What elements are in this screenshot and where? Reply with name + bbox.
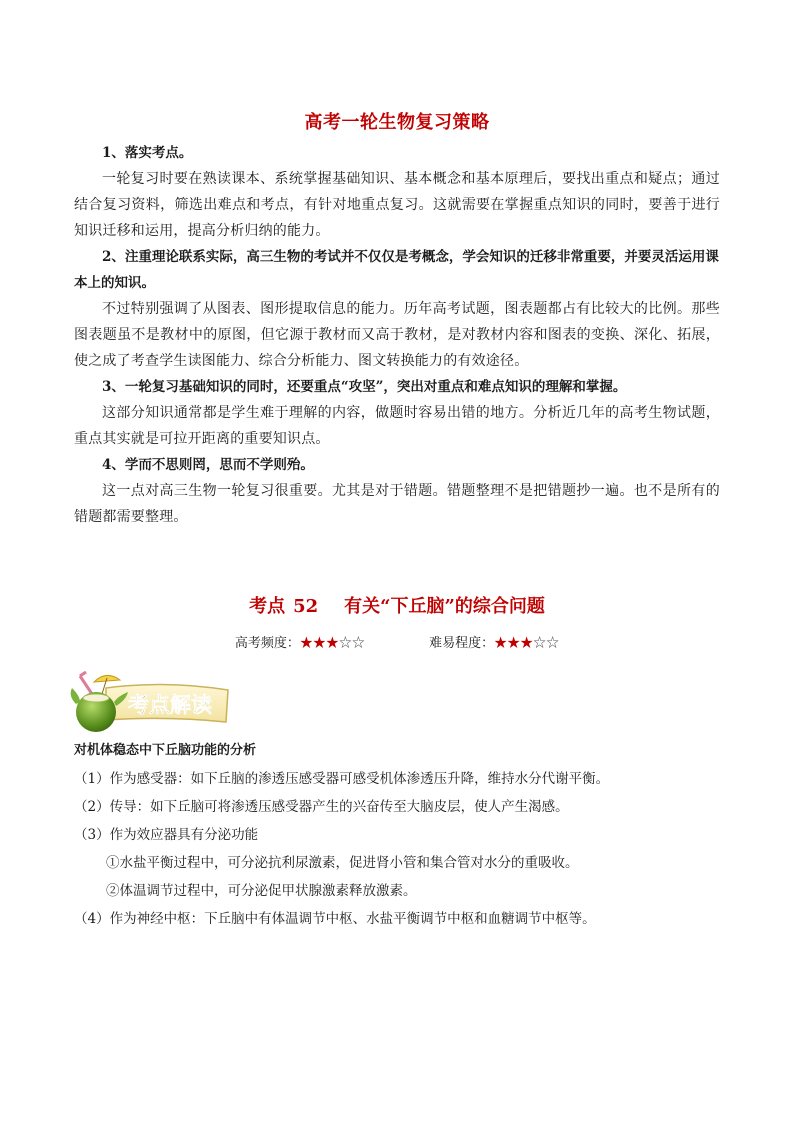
topic-name: 有关“下丘脑”的综合问题: [344, 596, 545, 617]
difficulty-rating: [429, 632, 559, 651]
strategy-paragraph-4: 这一点对高三生物一轮复习很重要。尤其是对于错题。错题整理不是把错题抄一遍。也不是所有的错题都需要整理。: [74, 483, 720, 525]
strategy-heading-3: 3、一轮复习基础知识的同时，还要重点“攻坚”，突出对重点和难点知识的理解和掌握。: [102, 379, 627, 395]
topic-number: 52: [293, 596, 319, 617]
topic-title: [0, 592, 794, 618]
topic-analysis-badge-icon: [66, 670, 236, 734]
badge-text: 考点解读: [128, 692, 212, 717]
analysis-item-1: （1）作为感受器：如下丘脑的渗透压感受器可感受机体渗透压升降，维持水分代谢平衡。: [74, 771, 610, 787]
analysis-item-3: （3）作为效应器具有分泌功能: [74, 827, 259, 843]
strategy-heading-1: 1、落实考点。: [102, 145, 193, 161]
difficulty-label: 难易程度：: [429, 636, 495, 651]
strategy-paragraph-2: 不过特别强调了从图表、图形提取信息的能力。历年高考试题，图表题都占有比较大的比例。那些图表题虽不是教材中的原图，但它源于教材而又高于教材，是对教材内容和图表的变换、深化、拓展，使之成了考查学生读图能力、综合分析能力、图文转换能力的有效途径。: [74, 301, 720, 369]
document-title: 高考一轮生物复习策略: [304, 112, 490, 133]
analysis-section: [74, 740, 734, 933]
difficulty-empty-stars-icon: ☆☆: [533, 636, 560, 651]
strategy-heading-2: 2、注重理论联系实际，高三生物的考试并不仅仅是考概念，学会知识的迁移非常重要，并要灵活运用课本上的知识。: [74, 249, 719, 291]
analysis-item-2: （2）传导：如下丘脑可将渗透压感受器产生的兴奋传至大脑皮层，使人产生渴感。: [74, 799, 569, 815]
strategy-paragraph-3: 这部分知识通常都是学生难于理解的内容，做题时容易出错的地方。分析近几年的高考生物试题，重点其实就是可拉开距离的重要知识点。: [74, 405, 720, 447]
strategy-heading-4: 4、学而不思则罔，思而不学则殆。: [102, 457, 314, 473]
frequency-label: 高考频度：: [234, 636, 300, 651]
strategy-paragraph-1: 一轮复习时要在熟读课本、系统掌握基础知识、基本概念和基本原理后，要找出重点和疑点；通过结合复习资料，筛选出难点和考点，有针对地重点复习。这就需要在掌握重点知识的同时，要善于进行知识迁移和运用，提高分析归纳的能力。: [74, 171, 720, 239]
analysis-sub-item-2: ②体温调节过程中，可分泌促甲状腺激素释放激素。: [106, 883, 417, 899]
analysis-heading: 对机体稳态中下丘脑功能的分析: [74, 743, 257, 758]
frequency-empty-stars-icon: ☆☆: [338, 636, 365, 651]
frequency-filled-stars-icon: ★★★: [299, 636, 339, 651]
analysis-item-4: （4）作为神经中枢：下丘脑中有体温调节中枢、水盐平衡调节中枢和血糖调节中枢等。: [74, 911, 596, 927]
analysis-sub-item-1: ①水盐平衡过程中，可分泌抗利尿激素，促进肾小管和集合管对水分的重吸收。: [106, 855, 579, 871]
strategy-section: [74, 140, 720, 530]
topic-prefix: 考点: [249, 596, 286, 617]
difficulty-filled-stars-icon: ★★★: [494, 636, 534, 651]
topic-ratings: [0, 632, 794, 651]
frequency-rating: [235, 632, 365, 651]
